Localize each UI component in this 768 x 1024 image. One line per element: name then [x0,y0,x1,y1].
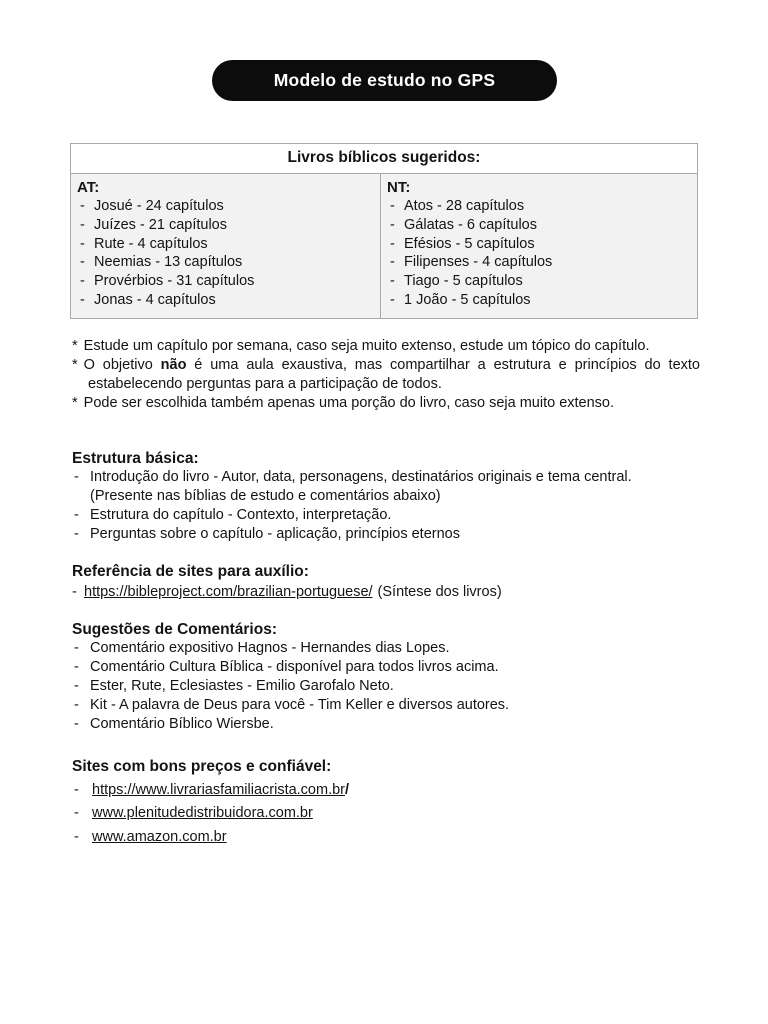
table-row [387,216,689,235]
dash-bullet: - [74,507,79,523]
list-item-text: Comentário Cultura Bíblica - disponível para todos livros acima. [90,659,499,675]
sugestoes-section [72,620,700,734]
note-text: Estude um capítulo por semana, caso seja muito extenso, estude um tópico do capítulo. [83,338,650,354]
table-header: Livros bíblicos sugeridos: [71,144,697,174]
list-item [72,525,700,544]
note [72,337,700,356]
book-item: Filipenses - 4 capítulos [404,254,553,271]
table-row [77,253,372,272]
dash-bullet: - [390,254,395,271]
link-plenitudedistribuidora[interactable]: www.plenitudedistribuidora.com.br [92,805,313,821]
dash-bullet: - [74,828,79,845]
list-item [72,781,700,800]
asterisk-marker: * [72,357,78,373]
book-item: Josué - 24 capítulos [94,198,224,214]
page-title: Modelo de estudo no GPS [273,70,496,90]
dash-bullet: - [72,584,77,600]
column-nt [381,174,697,318]
note-text-bold: não [160,357,187,373]
book-item: Juízes - 21 capítulos [94,216,227,233]
list-item [72,696,700,715]
title-pill [212,60,557,101]
dash-bullet: - [74,716,79,732]
link-wrap [84,583,502,602]
book-item: 1 João - 5 capítulos [404,291,531,308]
table-row [387,235,689,254]
book-item: Efésios - 5 capítulos [404,235,535,252]
list-item-text: Kit - A palavra de Deus para você - Tim Keller e diversos autores. [90,697,510,713]
list-item [72,639,700,658]
referencia-section [72,562,700,602]
list-item-text: Estrutura do capítulo - Contexto, interpretação. [90,507,392,523]
link-suffix: (Síntese dos livros) [377,584,502,600]
table-row [77,291,372,310]
list-item [72,677,700,696]
link-wrap [92,804,313,823]
dash-bullet: - [80,273,85,290]
book-item: Gálatas - 6 capítulos [404,216,537,233]
dash-bullet: - [74,469,79,485]
link-wrap [92,781,349,800]
dash-bullet: - [390,235,395,252]
dash-bullet: - [74,697,79,713]
book-item: Jonas - 4 capítulos [94,291,216,308]
dash-bullet: - [390,291,395,308]
list-item [72,506,700,525]
book-item: Provérbios - 31 capítulos [94,273,255,290]
sites-section [72,757,700,847]
list-item-text: Ester, Rute, Eclesiastes - Emilio Garofalo Neto. [90,678,394,694]
note-text: O objetivo [83,357,161,373]
list-item [72,804,700,823]
link-wrap [92,828,227,847]
section-heading: Referência de sites para auxílio: [72,563,309,580]
column-at-heading: AT: [77,179,100,196]
list-item [72,828,700,847]
list-item-text: Comentário expositivo Hagnos - Hernandes dias Lopes. [90,640,450,656]
notes-section [72,337,700,413]
table-row [387,253,689,272]
table-row [77,216,372,235]
book-item: Neemias - 13 capítulos [94,254,243,271]
column-nt-heading: NT: [387,179,411,196]
list-item-text [90,468,632,506]
note [72,356,700,394]
column-at [71,174,381,318]
books-table [70,143,698,319]
section-heading: Estrutura básica: [72,450,199,467]
asterisk-marker: * [72,395,78,411]
estrutura-section [72,449,700,544]
list-item [72,715,700,734]
asterisk-marker: * [72,338,78,354]
dash-bullet: - [390,198,395,214]
list-item-text: Perguntas sobre o capítulo - aplicação, princípios eternos [90,526,460,542]
list-item-text: Comentário Bíblico Wiersbe. [90,716,274,732]
dash-bullet: - [80,216,85,233]
table-row [387,291,689,310]
list-item-line: Introdução do livro - Autor, data, personagens, destinatários originais e tema central. [90,469,632,485]
dash-bullet: - [74,659,79,675]
book-item: Tiago - 5 capítulos [404,273,523,290]
link-livrariasfamiliacrista[interactable]: https://www.livrariasfamiliacrista.com.br [92,781,345,798]
dash-bullet: - [390,273,395,290]
link-bibleproject[interactable]: https://bibleproject.com/brazilian-portuguese/ [84,584,373,600]
dash-bullet: - [80,291,85,308]
note-text: é uma aula exaustiva, mas compartilhar a estrutura e princípios do texto estabelecendo perguntas para a participação de todos. [88,357,700,392]
table-row [77,197,372,216]
table-row [77,235,372,254]
dash-bullet: - [390,216,395,233]
dash-bullet: - [74,640,79,656]
note [72,394,700,413]
table-body [71,174,697,318]
table-row [77,272,372,291]
list-item [72,468,700,506]
list-item [72,658,700,677]
dash-bullet: - [74,678,79,694]
dash-bullet: - [80,198,85,214]
dash-bullet: - [74,526,79,542]
link-suffix: / [345,781,350,798]
table-row [387,272,689,291]
list-item-line: (Presente nas bíblias de estudo e comentários abaixo) [90,488,441,504]
table-row [387,197,689,216]
dash-bullet: - [74,781,79,798]
section-heading: Sites com bons preços e confiável: [72,758,332,775]
note-text: Pode ser escolhida também apenas uma porção do livro, caso seja muito extenso. [83,395,615,411]
list-item [72,583,700,602]
dash-bullet: - [80,254,85,271]
link-amazon[interactable]: www.amazon.com.br [92,828,227,845]
book-item: Rute - 4 capítulos [94,235,208,252]
dash-bullet: - [74,805,79,821]
section-heading: Sugestões de Comentários: [72,621,277,638]
book-item: Atos - 28 capítulos [404,198,525,214]
dash-bullet: - [80,235,85,252]
